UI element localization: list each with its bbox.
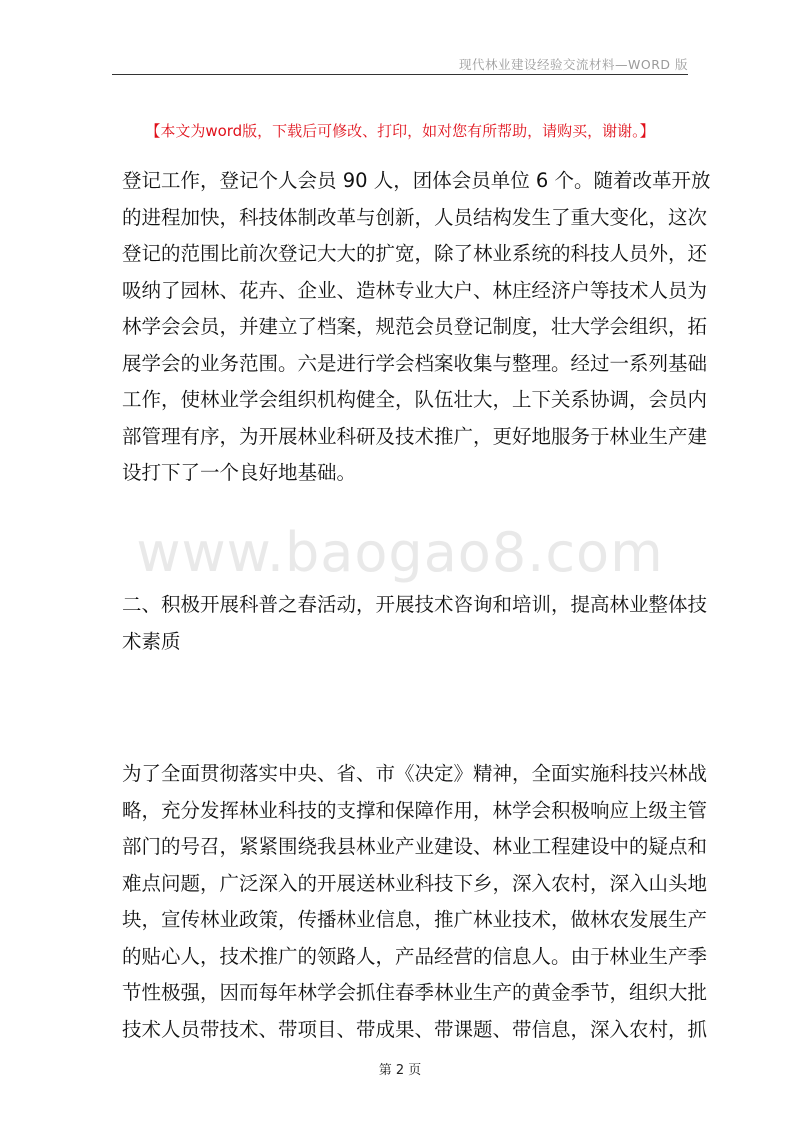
text-line: 块，宣传林业政策，传播林业信息，推广林业技术，做林农发展生产 [122,908,708,931]
page-number: 第 2 页 [378,1063,422,1078]
heading-line: 术素质 [122,629,181,653]
header-divider [112,74,688,75]
text-line: 的进程加快，科技体制改革与创新，人员结构发生了重大变化，这次 [122,205,708,229]
text-line: 部门的号召，紧紧围绕我县林业产业建设、林业工程建设中的疑点和 [122,835,708,858]
text-line: 略，充分发挥林业科技的支撑和保障作用，林学会积极响应上级主管 [122,798,708,822]
paragraph-science-spring [122,756,708,1048]
text-line: 林学会会员，并建立了档案，规范会员登记制度，壮大学会组织，拓 [122,315,708,338]
text-line: 登记的范围比前次登记大大的扩宽，除了林业系统的科技人员外，还 [122,242,708,265]
text-line: 展学会的业务范围。六是进行学会档案收集与整理。经过一系列基础 [122,351,708,375]
text-line: 工作，使林业学会组织机构健全，队伍壮大，上下关系协调，会员内 [122,388,708,411]
purchase-notice: 【本文为word版，下载后可修改、打印，如对您有所帮助，请购买，谢谢。】 [145,122,655,140]
text-line: 技术人员带技术、带项目、带成果、带课题、带信息，深入农村，抓 [122,1017,708,1041]
text-line: 吸纳了园林、花卉、企业、造林专业大户、林庄经济户等技术人员为 [122,278,708,302]
heading-line: 二、积极开展科普之春活动，开展技术咨询和培训，提高林业整体技 [122,593,708,616]
text-line: 难点问题，广泛深入的开展送林业科技下乡，深入农村，深入山头地 [122,871,708,895]
running-header-title: 现代林业建设经验交流材料—WORD 版 [459,57,688,72]
text-line: 部管理有序，为开展林业科研及技术推广，更好地服务于林业生产建 [122,424,708,448]
text-line: 设打下了一个良好地基础。 [122,461,357,484]
paragraph-member-registration [122,163,711,492]
text-line: 为了全面贯彻落实中央、省、市《决定》精神，全面实施科技兴林战 [122,762,708,785]
text-line: 的贴心人，技术推广的领路人，产品经营的信息人。由于林业生产季 [122,944,708,968]
text-line: 登记工作，登记个人会员 90 人，团体会员单位 6 个。随着改革开放 [122,169,711,192]
text-line: 节性极强，因而每年林学会抓住春季林业生产的黄金季节，组织大批 [122,981,708,1004]
section-heading-2 [122,587,708,660]
watermark-text: www.baogao8.com [136,521,664,584]
